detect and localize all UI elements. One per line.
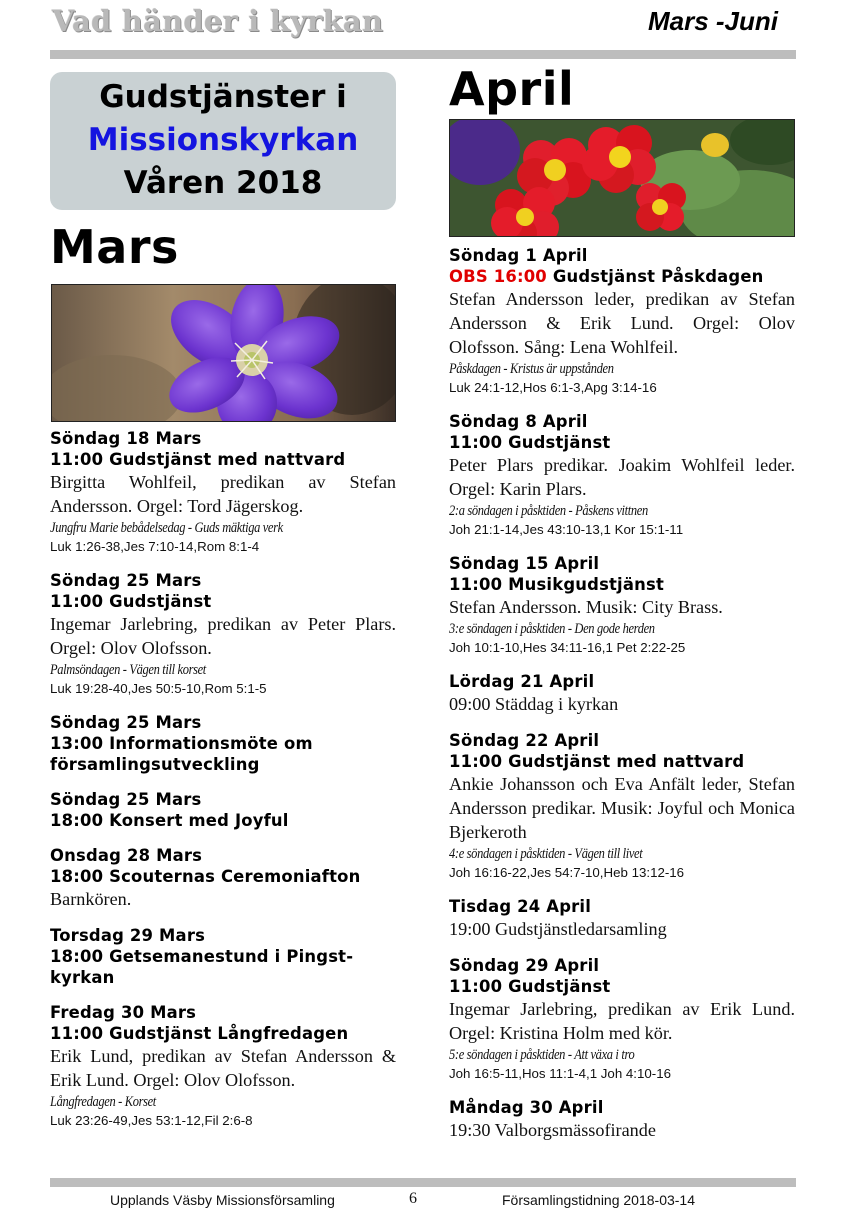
- event-refs: Luk 19:28-40,Jes 50:5-10,Rom 5:1-5: [50, 681, 267, 696]
- footer-issue: Församlingstidning 2018-03-14: [502, 1192, 695, 1208]
- top-rule: [50, 50, 796, 59]
- event-item: [449, 553, 795, 657]
- masthead-period: Mars -Juni: [647, 6, 778, 36]
- event-body: Stefan Andersson. Musik: City Brass.: [449, 597, 723, 617]
- event-title: 18:00 Scouternas Ceremoniafton: [50, 867, 361, 886]
- title-line-2: Missionskyrkan: [87, 122, 359, 158]
- title-box: [50, 72, 396, 210]
- event-refs: Luk 24:1-12,Hos 6:1-3,Apg 3:14-16: [449, 380, 657, 395]
- event-body: Ingemar Jarlebring, predikan av Erik Lund. Orgel: Kristina Holm med kör.: [449, 999, 795, 1043]
- event-date: Tisdag 24 April: [449, 897, 592, 916]
- event-theme: Påskdagen - Kristus är uppstånden: [449, 361, 614, 377]
- event-date: Söndag 1 April: [449, 246, 588, 265]
- event-refs: Luk 1:26-38,Jes 7:10-14,Rom 8:1-4: [50, 539, 260, 554]
- event-item: [449, 671, 795, 716]
- event-body: Ingemar Jarlebring, predikan av Peter Plars. Orgel: Olov Olofsson.: [50, 614, 396, 658]
- event-body: 09:00 Städdag i kyrkan: [449, 694, 619, 714]
- event-title: Gudstjänst Påskdagen: [546, 267, 764, 286]
- event-title: 11:00 Gudstjänst: [449, 433, 611, 452]
- title-line-1: Gudstjänster i: [99, 79, 347, 115]
- event-title: 11:00 Gudstjänst: [449, 977, 611, 996]
- event-item: [449, 730, 795, 882]
- event-body: 19:30 Valborgsmässofirande: [449, 1120, 656, 1140]
- event-item: [50, 789, 396, 831]
- event-title: 11:00 Gudstjänst med nattvard: [449, 752, 745, 771]
- event-item: [449, 955, 795, 1083]
- event-item: [449, 411, 795, 539]
- footer-publisher: Upplands Väsby Missionsförsamling: [110, 1192, 335, 1208]
- event-theme: 3:e söndagen i påsktiden - Den gode herden: [449, 621, 655, 637]
- event-date: Söndag 25 Mars: [50, 790, 202, 809]
- event-date: Torsdag 29 Mars: [50, 926, 206, 945]
- event-item: [50, 570, 396, 698]
- hepatica-photo: [51, 284, 396, 422]
- event-date: Måndag 30 April: [449, 1098, 604, 1117]
- event-item: [50, 845, 396, 911]
- event-item: [449, 896, 795, 941]
- event-refs: Joh 16:5-11,Hos 11:1-4,1 Joh 4:10-16: [449, 1066, 672, 1081]
- mars-events: [50, 428, 396, 1144]
- event-title: 13:00 Informationsmöte om församlingsutveckling: [50, 734, 313, 774]
- event-item: [50, 428, 396, 556]
- event-body: Birgitta Wohlfeil, predikan av Stefan Andersson. Orgel: Tord Jägerskog.: [50, 472, 396, 516]
- event-title: 11:00 Gudstjänst med nattvard: [50, 450, 346, 469]
- event-theme: 2:a söndagen i påsktiden - Påskens vittnen: [449, 503, 648, 519]
- event-title: 11:00 Gudstjänst: [50, 592, 212, 611]
- event-theme: Långfredagen - Korset: [50, 1094, 156, 1110]
- event-date: Söndag 15 April: [449, 554, 600, 573]
- april-events: [449, 245, 795, 1156]
- event-date: Fredag 30 Mars: [50, 1003, 197, 1022]
- event-date: Söndag 8 April: [449, 412, 588, 431]
- event-title: 11:00 Gudstjänst Långfredagen: [50, 1024, 349, 1043]
- event-item: [50, 1002, 396, 1130]
- hepatica-flower-icon: [52, 285, 396, 422]
- event-date: Söndag 25 Mars: [50, 571, 202, 590]
- event-theme: 5:e söndagen i påsktiden - Att växa i tro: [449, 1047, 635, 1063]
- event-item: [50, 925, 396, 988]
- event-item: [449, 245, 795, 397]
- primula-photo: [449, 119, 795, 237]
- event-title: 11:00 Musikgudstjänst: [449, 575, 664, 594]
- event-item: [449, 1097, 795, 1142]
- event-body: 19:00 Gudstjänstledarsamling: [449, 919, 667, 939]
- event-theme: Jungfru Marie bebådelsedag - Guds mäktiga verk: [50, 520, 283, 536]
- event-refs: Luk 23:26-49,Jes 53:1-12,Fil 2:6-8: [50, 1113, 253, 1128]
- primula-flowers-icon: [450, 120, 795, 237]
- event-refs: Joh 21:1-14,Jes 43:10-13,1 Kor 15:1-11: [449, 522, 684, 537]
- event-refs: Joh 16:16-22,Jes 54:7-10,Heb 13:12-16: [449, 865, 685, 880]
- event-theme: 4:e söndagen i påsktiden - Vägen till livet: [449, 846, 643, 862]
- event-body: Ankie Johansson och Eva Anfält leder, Stefan Andersson predikar. Musik: Joyful och Monica Bjerkeroth: [449, 774, 795, 842]
- event-item: [50, 712, 396, 775]
- masthead-title: Vad händer i kyrkan: [52, 4, 384, 38]
- footer-page-number: 6: [409, 1190, 417, 1207]
- title-line-3: Våren 2018: [123, 165, 323, 201]
- event-date: Söndag 18 Mars: [50, 429, 202, 448]
- event-date: Lördag 21 April: [449, 672, 595, 691]
- event-title: 18:00 Getsemanestund i Pingst-kyrkan: [50, 947, 354, 987]
- event-body: Erik Lund, predikan av Stefan Andersson & Erik Lund. Orgel: Olov Olofsson.: [50, 1046, 396, 1090]
- month-heading-mars: Mars: [50, 220, 179, 274]
- event-refs: Joh 10:1-10,Hes 34:11-16,1 Pet 2:22-25: [449, 640, 686, 655]
- event-date: Söndag 22 April: [449, 731, 600, 750]
- month-heading-april: April: [449, 62, 575, 116]
- event-notice: OBS 16:00: [449, 267, 547, 286]
- event-date: Söndag 25 Mars: [50, 713, 202, 732]
- event-date: Onsdag 28 Mars: [50, 846, 203, 865]
- bottom-rule: [50, 1178, 796, 1187]
- event-body: Barnkören.: [50, 889, 132, 909]
- event-title: 18:00 Konsert med Joyful: [50, 811, 289, 830]
- event-body: Peter Plars predikar. Joakim Wohlfeil leder. Orgel: Karin Plars.: [449, 455, 795, 499]
- event-body: Stefan Andersson leder, predikan av Stefan Andersson & Erik Lund. Orgel: Olov Olofsson. Sång: Lena Wohlfeil.: [449, 289, 795, 357]
- event-theme: Palmsöndagen - Vägen till korset: [50, 662, 206, 678]
- event-date: Söndag 29 April: [449, 956, 600, 975]
- event-title-line: [449, 266, 795, 287]
